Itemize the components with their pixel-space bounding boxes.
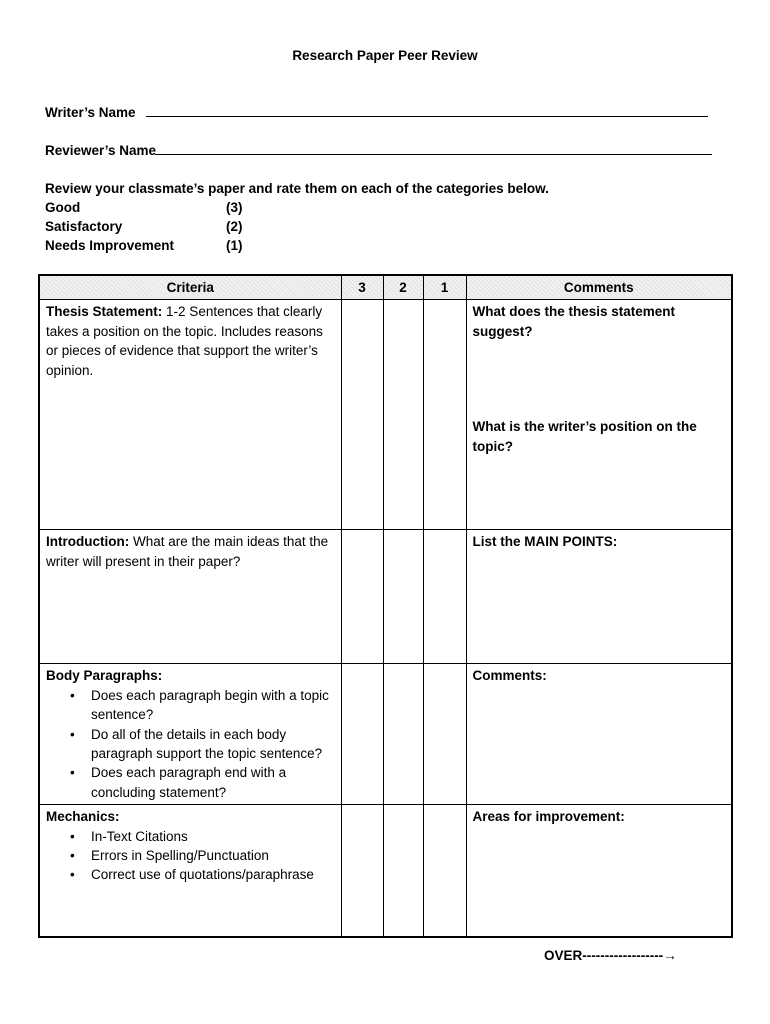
- criteria-text: What are the main ideas that the writer will present in their paper?: [46, 534, 329, 569]
- header-score-3: 3: [341, 275, 383, 300]
- reviewer-name-line: [155, 154, 712, 155]
- comments-cell-introduction[interactable]: [466, 530, 732, 664]
- instructions: Review your classmate’s paper and rate them on each of the categories below.: [45, 181, 549, 196]
- criteria-label: Mechanics:: [46, 809, 120, 825]
- header-score-1: 1: [423, 275, 466, 300]
- reviewer-name-field[interactable]: [45, 143, 156, 158]
- score-1-cell[interactable]: [423, 530, 466, 664]
- score-3-cell[interactable]: [341, 300, 383, 530]
- scale-label-needs-improvement: Needs Improvement: [45, 238, 175, 253]
- list-item: • In-Text Citations: [91, 827, 335, 846]
- list-item: • Does each paragraph begin with a topic sentence?: [91, 686, 335, 725]
- reviewer-name-label: Reviewer’s Name: [45, 143, 157, 158]
- criteria-label: Body Paragraphs:: [46, 668, 163, 684]
- score-3-cell[interactable]: [341, 805, 383, 937]
- score-1-cell[interactable]: [423, 805, 466, 937]
- header-criteria: Criteria: [39, 275, 341, 300]
- score-3-cell[interactable]: [341, 530, 383, 664]
- criteria-cell-body-paragraphs: [39, 664, 341, 805]
- score-2-cell[interactable]: [383, 664, 423, 805]
- writer-name-field[interactable]: [45, 105, 136, 120]
- scale-label-good: Good: [45, 200, 81, 215]
- list-item: • Does each paragraph end with a concluding statement?: [91, 763, 335, 802]
- comment-prompt: What does the thesis statement suggest?: [472, 304, 676, 339]
- score-1-cell[interactable]: [423, 664, 466, 805]
- scale-value-satisfactory: (2): [226, 219, 243, 234]
- criteria-bullet-list: [46, 686, 335, 802]
- review-table: [38, 274, 733, 938]
- criteria-label: Introduction:: [46, 534, 130, 550]
- score-2-cell[interactable]: [383, 805, 423, 937]
- writer-name-label: Writer’s Name: [45, 105, 136, 120]
- criteria-text: 1-2 Sentences that clearly takes a position on the topic. Includes reasons or pieces of evidence that support the writer’s opinion.: [46, 304, 323, 378]
- comments-cell-thesis[interactable]: [466, 300, 732, 530]
- comment-prompt: Comments:: [472, 668, 547, 684]
- over-text: OVER------------------: [544, 948, 664, 963]
- over-note: [544, 948, 677, 963]
- table-row: [39, 300, 732, 530]
- table-header-row: [39, 275, 732, 300]
- header-score-2: 2: [383, 275, 423, 300]
- list-item: • Correct use of quotations/paraphrase: [91, 865, 335, 884]
- criteria-cell-thesis: [39, 300, 341, 530]
- criteria-bullet-list: [46, 827, 335, 885]
- list-item: • Errors in Spelling/Punctuation: [91, 846, 335, 865]
- comment-prompt: Areas for improvement:: [472, 809, 625, 825]
- writer-name-line: [146, 116, 708, 117]
- page-title: Research Paper Peer Review: [292, 48, 478, 63]
- comments-cell-mechanics[interactable]: [466, 805, 732, 937]
- list-item: • Do all of the details in each body paragraph support the topic sentence?: [91, 725, 335, 764]
- table-row: [39, 530, 732, 664]
- scale-value-needs-improvement: (1): [226, 238, 243, 253]
- comment-prompt: List the MAIN POINTS:: [472, 534, 618, 550]
- score-3-cell[interactable]: [341, 664, 383, 805]
- comment-prompt: What is the writer’s position on the topic?: [472, 419, 697, 454]
- table-row: [39, 805, 732, 937]
- header-comments: Comments: [466, 275, 732, 300]
- scale-label-satisfactory: Satisfactory: [45, 219, 123, 234]
- criteria-label: Thesis Statement:: [46, 304, 163, 320]
- table-row: [39, 664, 732, 805]
- score-2-cell[interactable]: [383, 530, 423, 664]
- criteria-cell-introduction: [39, 530, 341, 664]
- arrow-right-icon: →: [663, 948, 677, 963]
- comments-cell-body-paragraphs[interactable]: [466, 664, 732, 805]
- scale-value-good: (3): [226, 200, 243, 215]
- score-2-cell[interactable]: [383, 300, 423, 530]
- score-1-cell[interactable]: [423, 300, 466, 530]
- criteria-cell-mechanics: [39, 805, 341, 937]
